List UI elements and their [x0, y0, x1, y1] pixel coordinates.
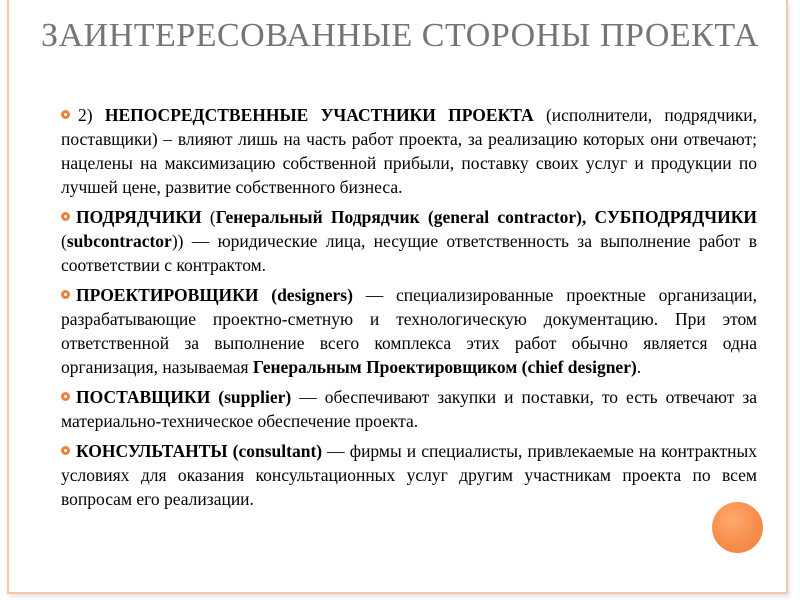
slide-content — [61, 103, 757, 517]
term-contractors: ПОДРЯДЧИКИ — [76, 207, 202, 227]
bullet-icon — [61, 212, 70, 221]
paragraph-text: — обеспечивают закупки и поставки, то есть отвечают за материально-техническое обеспечение проекта. — [61, 387, 757, 431]
term-chief-designer: Генеральным Проектировщиком (chief designer) — [252, 357, 637, 377]
paragraph-text: — фирмы и специалисты, привлекаемые на контрактных условиях для оказания консультационных услуг другим участникам проекта по всем вопросам его реализации. — [61, 441, 757, 509]
paragraph-text: — специализированные проектные организации, разрабатывающие проектно-сметную и технологическую документацию. При этом ответственной за выполнение всего комплекса этих работ обычно является одна организация, называемая — [61, 285, 757, 377]
bullet-icon — [61, 446, 70, 455]
paragraph-text: )) — юридические лица, несущие ответственность за выполнение работ в соответствии с контрактом. — [61, 231, 757, 275]
paragraph-consultants — [61, 439, 757, 511]
paragraph-direct-participants — [61, 103, 757, 199]
term-designers: ПРОЕКТИРОВЩИКИ (designers) — [76, 285, 353, 305]
paragraph-suppliers — [61, 385, 757, 433]
paragraph-text: ( — [201, 207, 216, 227]
paragraph-designers — [61, 283, 757, 379]
term-direct-participants: НЕПОСРЕДСТВЕННЫЕ УЧАСТНИКИ ПРОЕКТА — [104, 105, 534, 125]
paragraph-text: ( — [61, 231, 67, 251]
term-subcontractor: subcontractor — [66, 231, 172, 251]
paragraph-text: (исполнители, подрядчики, поставщики) – влияют лишь на часть работ проекта, за реализацию которых они отвечают; нацелены на максимизацию собственной прибыли, поставку своих услуг и продукции по лучшей цене, развитие собственного бизнеса. — [61, 105, 758, 197]
bullet-icon — [61, 110, 70, 119]
decorative-orange-circle — [712, 502, 763, 553]
paragraph-text: . — [636, 357, 642, 377]
term-consultants: КОНСУЛЬТАНТЫ (consultant) — [76, 441, 323, 461]
paragraph-contractors — [61, 205, 757, 277]
bullet-icon — [61, 290, 70, 299]
slide-title: ЗАИНТЕРЕСОВАННЫЕ СТОРОНЫ ПРОЕКТА — [41, 17, 759, 54]
term-suppliers: ПОСТАВЩИКИ (supplier) — [76, 387, 292, 407]
bullet-icon — [61, 392, 70, 401]
list-number: 2) — [78, 105, 93, 125]
term-general-contractor: Генеральный Подрядчик (general contractor), СУБПОДРЯДЧИКИ — [215, 207, 757, 227]
